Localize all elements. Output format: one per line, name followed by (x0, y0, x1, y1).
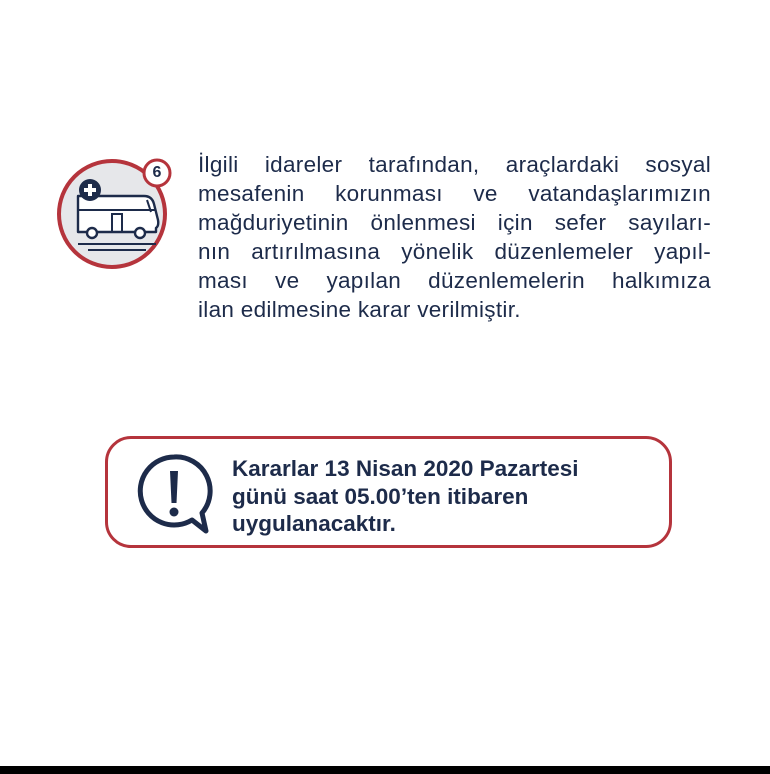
item-line: mesafenin korunması ve vatandaşlarımızın (198, 181, 711, 206)
bottom-border-bar (0, 766, 770, 774)
item-paragraph (198, 150, 711, 324)
exclamation-speech-bubble-icon (134, 451, 214, 537)
item-line: ilan edilmesine karar verilmiştir. (198, 297, 521, 322)
measure-item-6 (52, 150, 722, 330)
notice-box (105, 436, 672, 548)
notice-line: günü saat 05.00’ten itibaren (232, 483, 529, 509)
item-line: mağduriyetinin önlenmesi için sefer sayıları- (198, 210, 711, 235)
item-line: İlgili idareler tarafından, araçlardaki sosyal (198, 152, 711, 177)
item-number-badge: 6 (152, 164, 162, 181)
notice-text (232, 455, 662, 538)
item-line: nın artırılmasına yönelik düzenlemeler yapıl- (198, 239, 711, 264)
item-line: ması ve yapılan düzenlemelerin halkımıza (198, 268, 711, 293)
notice-line: uygulanacaktır. (232, 511, 396, 536)
bus-plus-icon (52, 150, 182, 280)
notice-line: Kararlar 13 Nisan 2020 Pazartesi (232, 456, 579, 481)
